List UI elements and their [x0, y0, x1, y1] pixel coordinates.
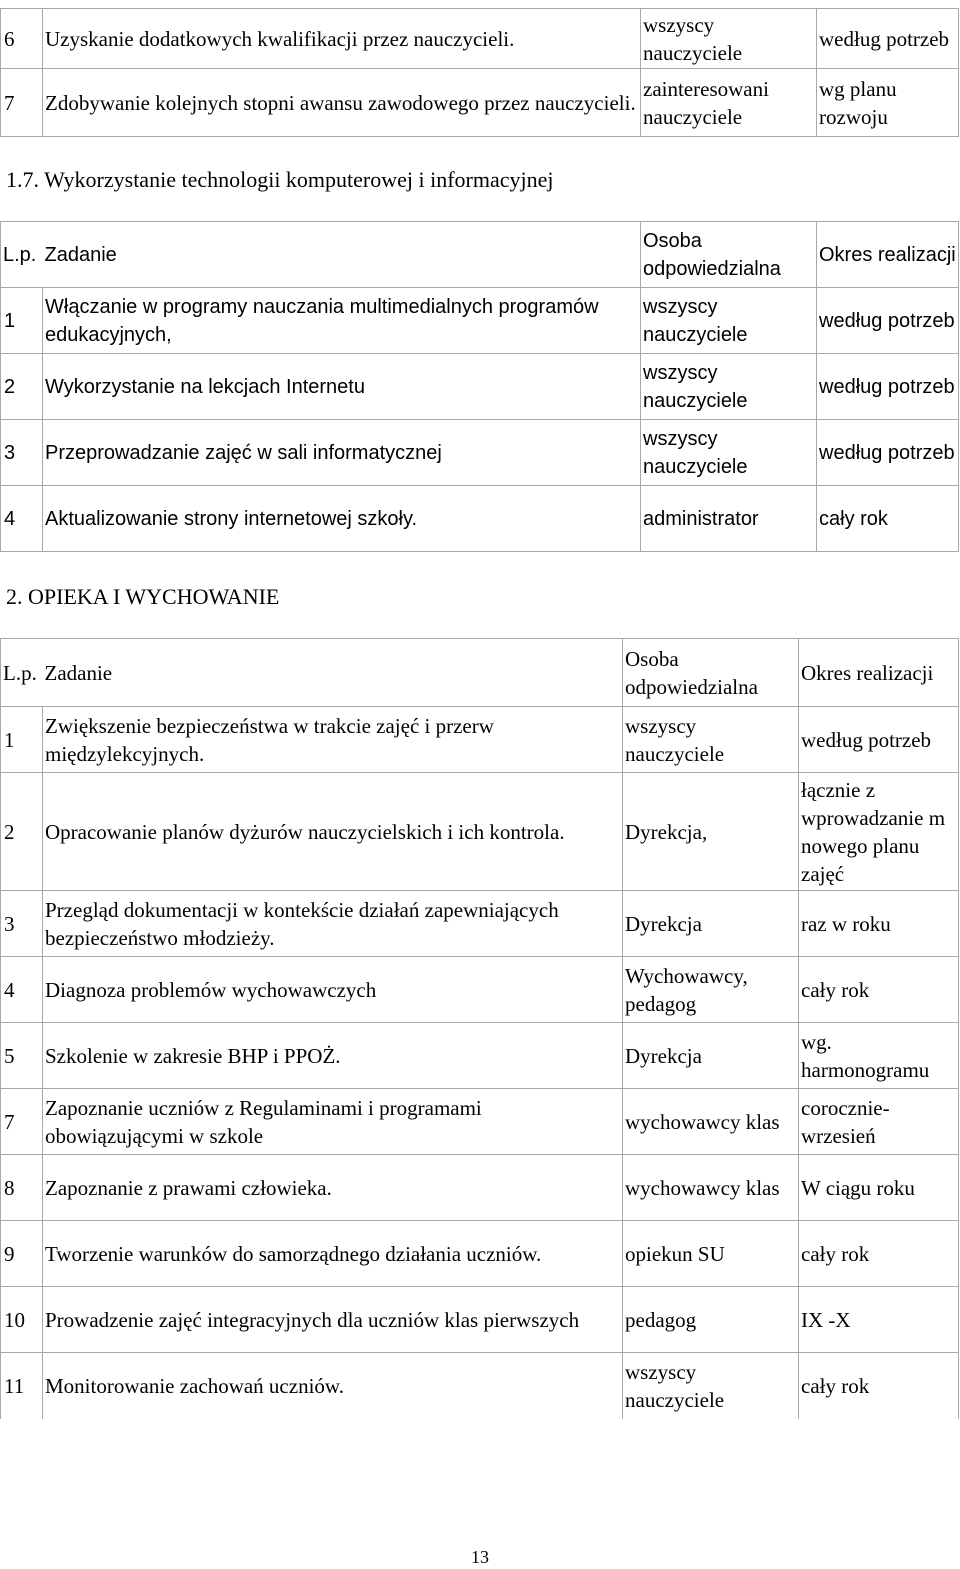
- task-cell: Tworzenie warunków do samorządnego działania uczniów.: [43, 1221, 623, 1287]
- row-number: 5: [1, 1023, 43, 1089]
- row-number: 3: [1, 420, 43, 486]
- table-row: [1, 1353, 959, 1419]
- header-task: Zadanie: [43, 639, 623, 707]
- person-cell: Dyrekcja: [623, 1023, 799, 1089]
- period-cell: wg planu rozwoju: [817, 69, 959, 137]
- task-cell: Prowadzenie zajęć integracyjnych dla uczniów klas pierwszych: [43, 1287, 623, 1353]
- period-cell: IX -X: [799, 1287, 959, 1353]
- period-cell: według potrzeb: [799, 707, 959, 773]
- header-period: Okres realizacji: [799, 639, 959, 707]
- task-cell: Przegląd dokumentacji w kontekście działań zapewniających bezpieczeństwo młodzieży.: [43, 891, 623, 957]
- period-cell: cały rok: [799, 1353, 959, 1419]
- task-cell: Włączanie w programy nauczania multimedialnych programów edukacyjnych,: [43, 288, 641, 354]
- table-row: [1, 1155, 959, 1221]
- table-row: [1, 773, 959, 891]
- person-cell: Dyrekcja,: [623, 773, 799, 891]
- task-cell: Zapoznanie z prawami człowieka.: [43, 1155, 623, 1221]
- person-cell: Dyrekcja: [623, 891, 799, 957]
- period-cell: cały rok: [799, 957, 959, 1023]
- period-cell: W ciągu roku: [799, 1155, 959, 1221]
- section-heading-1-7: 1.7. Wykorzystanie technologii komputerowej i informacyjnej: [6, 167, 554, 192]
- table-row: [1, 9, 959, 69]
- person-cell: wszyscy nauczyciele: [623, 1353, 799, 1419]
- table-continuation: [0, 8, 959, 137]
- header-person: Osoba odpowiedzialna: [641, 222, 817, 288]
- table-header-row: [1, 222, 959, 288]
- table-row: [1, 891, 959, 957]
- person-cell: wszyscy nauczyciele: [641, 288, 817, 354]
- period-cell: cały rok: [817, 486, 959, 552]
- period-cell: cały rok: [799, 1221, 959, 1287]
- row-number: 9: [1, 1221, 43, 1287]
- person-cell: administrator: [641, 486, 817, 552]
- task-cell: Szkolenie w zakresie BHP i PPOŻ.: [43, 1023, 623, 1089]
- table-row: [1, 420, 959, 486]
- person-cell: wszyscy nauczyciele: [623, 707, 799, 773]
- row-number: 2: [1, 354, 43, 420]
- task-cell: Diagnoza problemów wychowawczych: [43, 957, 623, 1023]
- header-lp: L.p.: [1, 222, 43, 288]
- task-cell: Zwiększenie bezpieczeństwa w trakcie zajęć i przerw międzylekcyjnych.: [43, 707, 623, 773]
- period-cell: corocznie-wrzesień: [799, 1089, 959, 1155]
- row-number: 3: [1, 891, 43, 957]
- person-cell: wychowawcy klas: [623, 1089, 799, 1155]
- period-cell: łącznie z wprowadzanie m nowego planu zajęć: [799, 773, 959, 891]
- section-heading-2: 2. OPIEKA I WYCHOWANIE: [6, 584, 280, 609]
- row-number: 2: [1, 773, 43, 891]
- person-cell: zainteresowani nauczyciele: [641, 69, 817, 137]
- row-number: 7: [1, 69, 43, 137]
- person-cell: pedagog: [623, 1287, 799, 1353]
- task-cell: Wykorzystanie na lekcjach Internetu: [43, 354, 641, 420]
- table-technology: [0, 221, 959, 552]
- row-number: 4: [1, 486, 43, 552]
- table-row: [1, 288, 959, 354]
- period-cell: według potrzeb: [817, 9, 959, 69]
- period-cell: raz w roku: [799, 891, 959, 957]
- period-cell: według potrzeb: [817, 288, 959, 354]
- row-number: 10: [1, 1287, 43, 1353]
- table-row: [1, 354, 959, 420]
- row-number: 7: [1, 1089, 43, 1155]
- person-cell: wszyscy nauczyciele: [641, 354, 817, 420]
- person-cell: opiekun SU: [623, 1221, 799, 1287]
- period-cell: według potrzeb: [817, 354, 959, 420]
- table-header-row: [1, 639, 959, 707]
- table-row: [1, 1287, 959, 1353]
- header-period: Okres realizacji: [817, 222, 959, 288]
- task-cell: Zdobywanie kolejnych stopni awansu zawodowego przez nauczycieli.: [43, 69, 641, 137]
- table-row: [1, 957, 959, 1023]
- header-person: Osoba odpowiedzialna: [623, 639, 799, 707]
- row-number: 1: [1, 288, 43, 354]
- task-cell: Uzyskanie dodatkowych kwalifikacji przez nauczycieli.: [43, 9, 641, 69]
- person-cell: wychowawcy klas: [623, 1155, 799, 1221]
- row-number: 6: [1, 9, 43, 69]
- person-cell: wszyscy nauczyciele: [641, 9, 817, 69]
- row-number: 4: [1, 957, 43, 1023]
- table-row: [1, 707, 959, 773]
- period-cell: wg. harmonogramu: [799, 1023, 959, 1089]
- task-cell: Monitorowanie zachowań uczniów.: [43, 1353, 623, 1419]
- task-cell: Przeprowadzanie zajęć w sali informatycznej: [43, 420, 641, 486]
- task-cell: Zapoznanie uczniów z Regulaminami i programami obowiązującymi w szkole: [43, 1089, 623, 1155]
- period-cell: według potrzeb: [817, 420, 959, 486]
- row-number: 11: [1, 1353, 43, 1419]
- table-row: [1, 69, 959, 137]
- table-row: [1, 1023, 959, 1089]
- row-number: 8: [1, 1155, 43, 1221]
- page-number: 13: [471, 1547, 489, 1567]
- task-cell: Opracowanie planów dyżurów nauczycielskich i ich kontrola.: [43, 773, 623, 891]
- table-row: [1, 486, 959, 552]
- person-cell: Wychowawcy, pedagog: [623, 957, 799, 1023]
- table-row: [1, 1089, 959, 1155]
- table-care-upbringing: [0, 638, 959, 1419]
- header-lp: L.p.: [1, 639, 43, 707]
- row-number: 1: [1, 707, 43, 773]
- header-task: Zadanie: [43, 222, 641, 288]
- person-cell: wszyscy nauczyciele: [641, 420, 817, 486]
- table-row: [1, 1221, 959, 1287]
- task-cell: Aktualizowanie strony internetowej szkoły.: [43, 486, 641, 552]
